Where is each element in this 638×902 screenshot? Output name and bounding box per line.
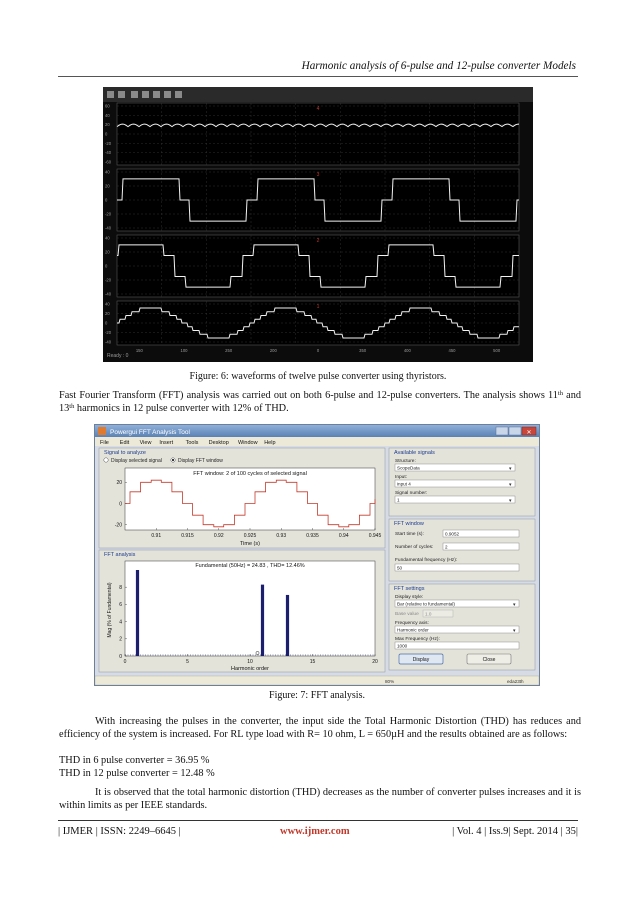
footer-rule bbox=[58, 820, 578, 821]
para1-text-c: harmonics in 12 pulse converter with 12% of THD. bbox=[74, 403, 289, 414]
fft-y-tick-label: 8 bbox=[119, 585, 122, 591]
fft-x-tick-label: 20 bbox=[372, 659, 378, 665]
scope-y-tick-label: 60 bbox=[105, 103, 110, 109]
radio1-label: Display selected signal bbox=[111, 458, 162, 464]
scope-y-tick-label: 20 bbox=[105, 311, 110, 316]
input-value: input 4 bbox=[397, 481, 411, 487]
maximize-button[interactable] bbox=[509, 427, 521, 435]
cycles-input[interactable] bbox=[443, 543, 519, 550]
input-select[interactable] bbox=[395, 480, 515, 487]
footer-volume: | Vol. 4 | Iss.9| Sept. 2014 | 35| bbox=[452, 826, 578, 837]
menu-item-desktop[interactable]: Desktop bbox=[208, 440, 229, 446]
scope-svg bbox=[103, 87, 533, 362]
radio-fft-window-dot bbox=[172, 459, 174, 461]
scope-y-tick-label: 20 bbox=[105, 249, 110, 255]
status-zoom: 80% bbox=[385, 679, 395, 684]
scope-y-tick-label: -40 bbox=[105, 225, 112, 231]
scope-y-tick-label: 0 bbox=[105, 320, 108, 326]
start-time-value: 0.9052 bbox=[445, 531, 460, 537]
scope-panel-label: 4 bbox=[316, 106, 320, 112]
footer-website-link[interactable]: www.ijmer.com bbox=[280, 826, 350, 837]
scope-x-tick-label: 200 bbox=[269, 348, 277, 353]
fund-freq-label: Fundamental frequency (Hz): bbox=[395, 558, 458, 563]
thd-12-pulse: THD in 12 pulse converter = 12.48 % bbox=[59, 768, 215, 779]
signal-number-select[interactable] bbox=[395, 496, 515, 503]
scope-y-tick-label: 40 bbox=[105, 169, 110, 175]
close-x-icon: ✕ bbox=[526, 430, 532, 436]
fft-plot-xlabel: Harmonic order bbox=[231, 666, 269, 672]
input-chevron-icon: ▾ bbox=[509, 482, 512, 488]
scope-x-tick-label: 100 bbox=[180, 348, 188, 353]
signal-panel-title: Signal to analyze bbox=[104, 450, 146, 456]
scope-y-tick-label: -20 bbox=[105, 140, 112, 146]
figure-7-caption: Figure: 7: FFT analysis. bbox=[269, 690, 365, 701]
cycles-value: 2 bbox=[445, 544, 448, 550]
scope-panel-label: 1 bbox=[316, 304, 320, 310]
scope-x-tick-label: 500 bbox=[493, 348, 501, 353]
menu-item-help[interactable]: Help bbox=[264, 440, 276, 446]
scope-x-tick-label: 350 bbox=[359, 348, 367, 353]
paragraph-thd-results: With increasing the pulses in the converter, the input side the Total Harmonic Distortion (THD) has reduces and efficiency of the system is increased. For RL type load with R= 10 ohm, L = 650µH and the results obtained are as follows: bbox=[59, 716, 581, 740]
menu-item-edit[interactable]: Edit bbox=[119, 440, 130, 446]
menu-item-tools[interactable]: Tools bbox=[185, 440, 199, 446]
params-icon bbox=[118, 91, 125, 98]
time-x-tick-label: 0.945 bbox=[368, 533, 382, 539]
scope-toolbar-icons bbox=[107, 91, 182, 98]
save-axes-icon bbox=[175, 91, 182, 98]
para1-text-a: Fast Fourier Transform (FFT) analysis was carried out on both 6-pulse and 12-pulse converters. The analysis shows 11 bbox=[59, 390, 558, 401]
time-plot-axes bbox=[125, 468, 375, 530]
cycles-label: Number of cycles: bbox=[395, 545, 434, 550]
figure-6-caption: Figure: 6: waveforms of twelve pulse converter using thyristors. bbox=[189, 371, 447, 382]
time-x-tick-label: 0.925 bbox=[243, 533, 257, 539]
freq-axis-chevron-icon: ▾ bbox=[513, 628, 516, 634]
fft-tool-svg bbox=[95, 425, 539, 685]
scope-y-tick-label: 0 bbox=[105, 263, 108, 269]
status-right: eda23th bbox=[507, 679, 524, 684]
radio2-label: Display FFT window bbox=[178, 458, 223, 464]
scope-y-tick-label: 0 bbox=[105, 131, 108, 137]
fft-bar-h1 bbox=[136, 570, 139, 656]
fund-freq-input[interactable] bbox=[395, 564, 519, 571]
fft-y-tick-label: 0 bbox=[119, 653, 122, 660]
scope-y-tick-label: -60 bbox=[105, 159, 112, 165]
time-y-tick-label: -20 bbox=[114, 522, 122, 529]
fft-y-tick-label: 6 bbox=[119, 602, 122, 609]
running-header: Harmonic analysis of 6-pulse and 12-pulse converter Models bbox=[301, 60, 576, 72]
zoom-y-icon bbox=[153, 91, 160, 98]
autoscale-icon bbox=[164, 91, 171, 98]
available-signals-title: Available signals bbox=[394, 450, 435, 456]
menu-items bbox=[100, 440, 276, 446]
fft-plot-axes bbox=[125, 561, 375, 656]
fft-bar-h13 bbox=[286, 595, 289, 656]
scope-y-tick-label: 40 bbox=[105, 112, 110, 118]
time-x-tick-label: 0.915 bbox=[181, 533, 194, 539]
fft-y-tick-label: 4 bbox=[119, 619, 122, 626]
scope-y-tick-label: 20 bbox=[105, 122, 110, 128]
scope-y-tick-label: -40 bbox=[105, 339, 112, 345]
close-button-label: Close bbox=[482, 657, 496, 663]
scope-y-tick-label: 0 bbox=[105, 197, 108, 203]
display-style-label: Display style: bbox=[395, 595, 424, 600]
time-y-tick-label: 0 bbox=[119, 501, 122, 508]
scope-panel-label: 2 bbox=[316, 238, 320, 244]
scope-x-tick-label: 150 bbox=[135, 348, 143, 353]
max-freq-input[interactable] bbox=[395, 642, 519, 649]
time-plot-title: FFT window: 2 of 100 cycles of selected signal bbox=[193, 471, 307, 477]
fft-x-tick-label: 15 bbox=[309, 659, 316, 665]
fft-settings-title: FFT settings bbox=[394, 586, 425, 592]
fft-x-tick-label: 0 bbox=[123, 659, 127, 665]
para1-text-b: and 13 bbox=[59, 390, 581, 414]
scope-y-tick-label: 40 bbox=[105, 301, 110, 307]
structure-value: ScopeData bbox=[397, 465, 420, 471]
scope-y-tick-label: 20 bbox=[105, 183, 110, 189]
freq-axis-value: Harmonic order bbox=[397, 627, 429, 633]
scope-x-tick-label: 0 bbox=[316, 348, 320, 353]
time-x-tick-label: 0.91 bbox=[151, 533, 162, 539]
display-style-value: Bar (relative to fundamental) bbox=[397, 601, 455, 607]
max-freq-value: 1000 bbox=[397, 643, 408, 649]
scope-panel-label: 3 bbox=[316, 172, 320, 178]
paragraph-fft-intro bbox=[59, 389, 581, 415]
base-value-value: 1.0 bbox=[425, 611, 432, 617]
scope-x-tick-label: 400 bbox=[403, 348, 411, 353]
time-x-tick-label: 0.92 bbox=[213, 533, 224, 539]
scope-y-tick-label: -20 bbox=[105, 330, 112, 335]
time-x-tick-label: 0.93 bbox=[276, 533, 287, 539]
max-freq-label: Max Frequency (Hz): bbox=[395, 637, 440, 642]
base-value-label: Base value bbox=[395, 612, 419, 617]
fft-x-tick-label: 5 bbox=[186, 659, 189, 665]
footer-journal: | IJMER | ISSN: 2249–6645 | bbox=[58, 826, 181, 837]
signal-number-value: 1 bbox=[397, 497, 400, 503]
scope-y-tick-label: -20 bbox=[105, 211, 112, 217]
menu-item-window[interactable]: Window bbox=[238, 440, 258, 446]
menu-item-insert[interactable]: Insert bbox=[159, 440, 174, 446]
header-rule bbox=[58, 76, 578, 77]
fft-plot-title: Fundamental (50Hz) = 24.83 , THD= 12.46% bbox=[195, 563, 305, 569]
window-title: Powergui FFT Analysis Tool bbox=[110, 429, 190, 436]
matlab-logo-icon bbox=[98, 427, 106, 435]
figure-7-fft-tool bbox=[94, 424, 540, 686]
fft-bar-h11 bbox=[261, 585, 264, 656]
scope-x-tick-label: 250 bbox=[225, 348, 233, 353]
display-button-label: Display bbox=[412, 657, 430, 663]
zoom-icon bbox=[131, 91, 138, 98]
scope-status: Ready : 0 bbox=[107, 353, 129, 359]
para1-sup2: th bbox=[69, 403, 75, 410]
display-style-chevron-icon: ▾ bbox=[513, 602, 516, 608]
fft-window-title: FFT window bbox=[394, 521, 424, 527]
fft-plot-ylabel: Mag (% of Fundamental) bbox=[107, 582, 113, 638]
start-time-label: Start time (s): bbox=[395, 532, 424, 537]
radio-selected-signal[interactable] bbox=[104, 458, 108, 462]
fft-panel-title: FFT analysis bbox=[104, 552, 136, 558]
time-x-tick-label: 0.94 bbox=[338, 533, 349, 539]
para1-sup1: th bbox=[557, 390, 563, 397]
scope-x-tick-label: 450 bbox=[448, 348, 456, 353]
fund-freq-value: 50 bbox=[397, 565, 403, 571]
structure-label: Structure: bbox=[395, 459, 416, 464]
fft-y-tick-label: 2 bbox=[119, 636, 122, 643]
status-bar bbox=[95, 676, 539, 685]
freq-axis-label: Frequency axis: bbox=[395, 621, 429, 626]
zoom-x-icon bbox=[142, 91, 149, 98]
scope-y-tick-label: -20 bbox=[105, 277, 112, 283]
thd-6-pulse: THD in 6 pulse converter = 36.95 % bbox=[59, 755, 210, 766]
input-label: Input: bbox=[395, 475, 408, 480]
fft-x-tick-label: 10 bbox=[247, 659, 253, 665]
scope-y-tick-label: 40 bbox=[105, 235, 110, 241]
paragraph-conclusion: It is observed that the total harmonic distortion (THD) decreases as the number of converter pulses increases and it is within limits as per IEEE standards. bbox=[59, 787, 581, 811]
minimize-button[interactable] bbox=[496, 427, 508, 435]
scope-y-tick-label: -40 bbox=[105, 150, 112, 156]
time-y-tick-label: 20 bbox=[116, 480, 122, 487]
figure-6-scope bbox=[103, 87, 533, 362]
structure-chevron-icon: ▾ bbox=[509, 466, 512, 472]
print-icon bbox=[107, 91, 114, 98]
time-x-tick-label: 0.935 bbox=[306, 533, 319, 539]
time-plot-xlabel: Time (s) bbox=[240, 541, 260, 547]
menu-item-file[interactable]: File bbox=[100, 440, 109, 446]
menu-item-view[interactable]: View bbox=[139, 440, 152, 446]
signal-number-label: Signal number: bbox=[395, 491, 428, 496]
scope-panels bbox=[105, 103, 519, 353]
scope-y-tick-label: -40 bbox=[105, 291, 112, 297]
signal-number-chevron-icon: ▾ bbox=[509, 498, 512, 504]
